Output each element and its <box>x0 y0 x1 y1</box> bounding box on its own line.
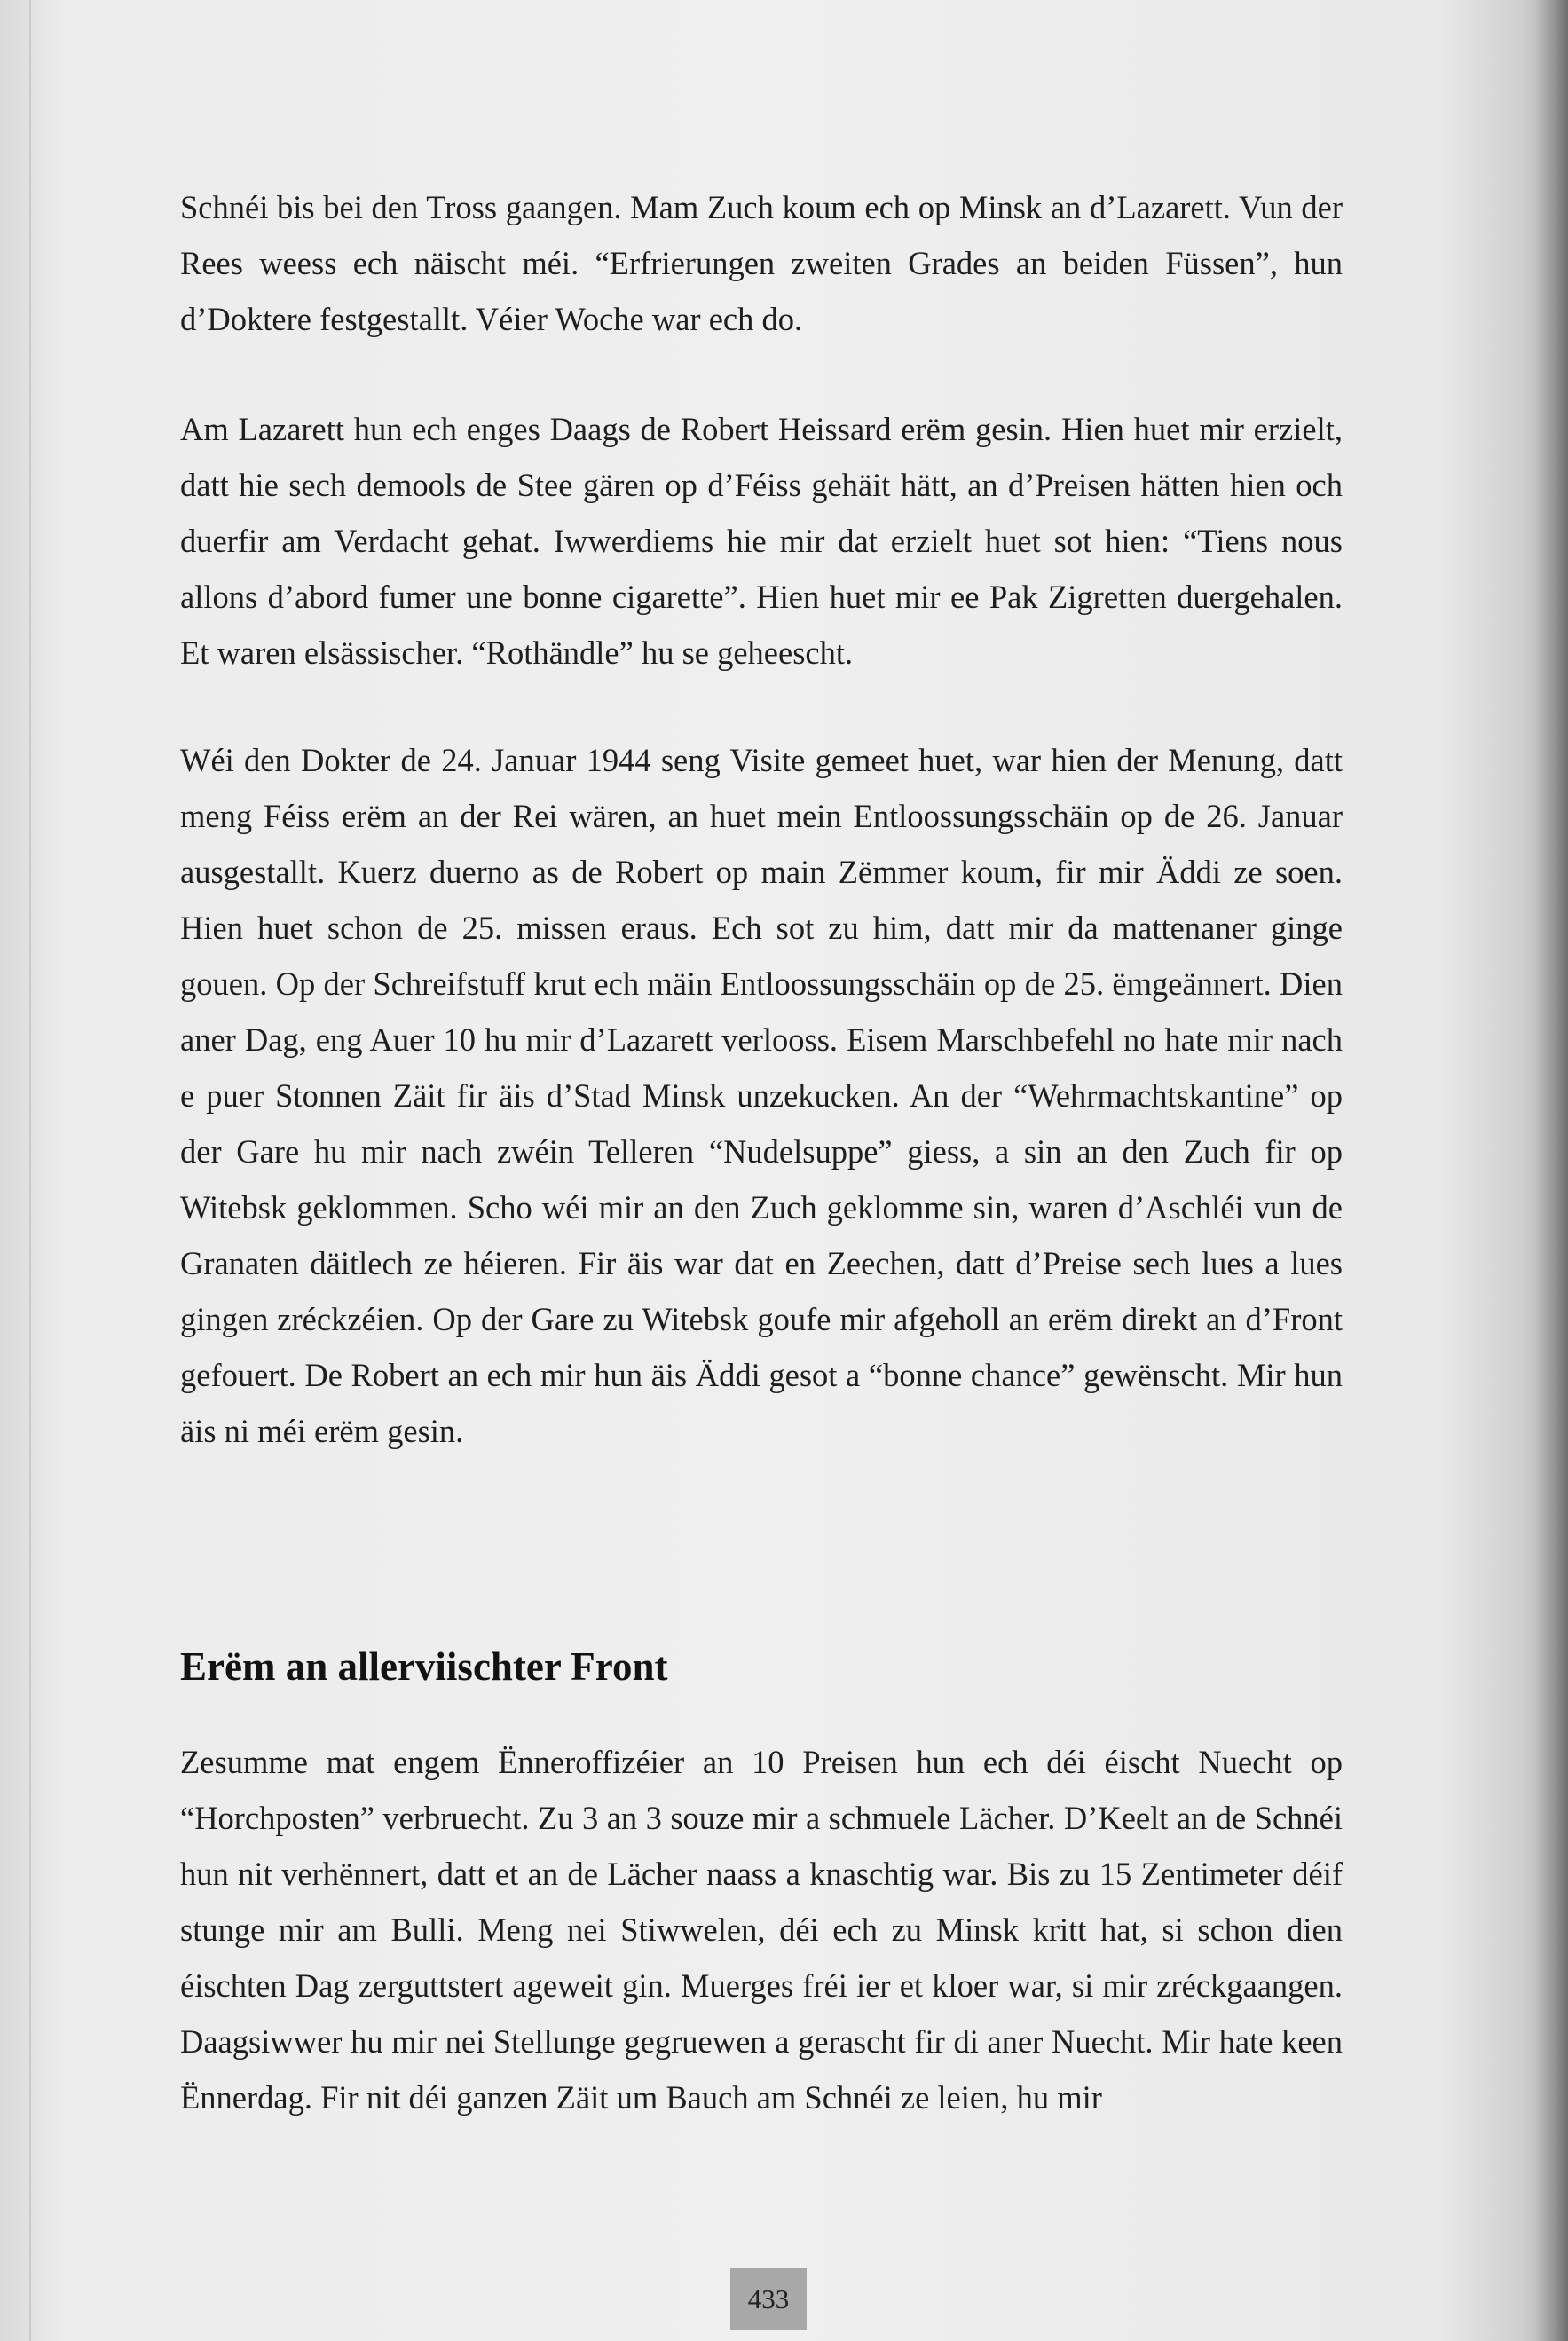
section-heading: Erëm an allerviischter Front <box>180 1644 668 1689</box>
page-number-text: 433 <box>747 2283 790 2314</box>
paragraph-2: Am Lazarett hun ech enges Daags de Robert Heissard erëm gesin. Hien huet mir erzielt, datt hie sech demools de Stee gären op d’Féiss gehäit hätt, an d’Preisen hätten hien och duerfir am Verdacht gehat. Iwwerdiems hie mir dat erzielt huet sot hien: “Tiens nous allons d’abord fumer une bonne cigarette”. Hien huet mir ee Pak Zigretten duergehalen. Et waren elsässischer. “Rothändle” hu se geheescht. <box>180 411 1343 671</box>
paragraph-3: Wéi den Dokter de 24. Januar 1944 seng Visite gemeet huet, war hien der Menung, datt meng Féiss erëm an der Rei wären, an huet mein Entloossungsschäin op de 26. Januar ausgestallt. Kuerz duerno as de Robert op main Zëmmer koum, fir mir Äddi ze soen. Hien huet schon de 25. missen eraus. Ech sot zu him, datt mir da mattenaner ginge gouen. Op der Schreifstuff krut ech mäin Entloossungsschäin op de 25. ëmgeännert. Dien aner Dag, eng Auer 10 hu mir d’Lazarett verlooss. Eisem Marschbefehl no hate mir nach e puer Stonnen Zäit fir äis d’Stad Minsk unzekucken. An der “Wehrmachtskantine” op der Gare hu mir nach zwéin Telleren “Nudelsuppe” giess, a sin an den Zuch fir op Witebsk geklommen. Scho wéi mir an den Zuch geklomme sin, waren d’Aschléi vun de Granaten däitlech ze héieren. Fir äis war dat en Zeechen, datt d’Preise sech lues a lues gingen zréckzéien. Op der Gare zu Witebsk goufe mir afgeholl an erëm direkt an d’Front gefouert. De Robert an ech mir hun äis Äddi gesot a “bonne chance” gewënscht. Mir hun äis ni méi erëm gesin. <box>180 742 1343 1449</box>
page-gutter-line <box>29 0 31 2341</box>
book-spine-shadow <box>1534 0 1568 2341</box>
page-number <box>730 2268 807 2330</box>
section-paragraph: Zesumme mat engem Ënneroffizéier an 10 Preisen hun ech déi éischt Nuecht op “Horchposten” verbruecht. Zu 3 an 3 souze mir a schmuele Lächer. D’Keelt an de Schnéi hun nit verhënnert, datt et an de Lächer naass a knaschtig war. Bis zu 15 Zentimeter déif stunge mir am Bulli. Meng nei Stiwwelen, déi ech zu Minsk kritt hat, si schon dien éischten Dag zerguttstert ageweit gin. Muerges fréi ier et kloer war, si mir zréckgaangen. Daagsiwwer hu mir nei Stellunge gegruewen a gerascht fir di aner Nuecht. Mir hate keen Ënnerdag. Fir nit déi ganzen Zäit um Bauch am Schnéi ze leien, hu mir <box>180 1744 1343 2116</box>
paragraph-1: Schnéi bis bei den Tross gaangen. Mam Zuch koum ech op Minsk an d’Lazarett. Vun der Rees weess ech näischt méi. “Erfrierungen zweiten Grades an beiden Füssen”, hun d’Doktere festgestallt. Véier Woche war ech do. <box>180 189 1343 337</box>
